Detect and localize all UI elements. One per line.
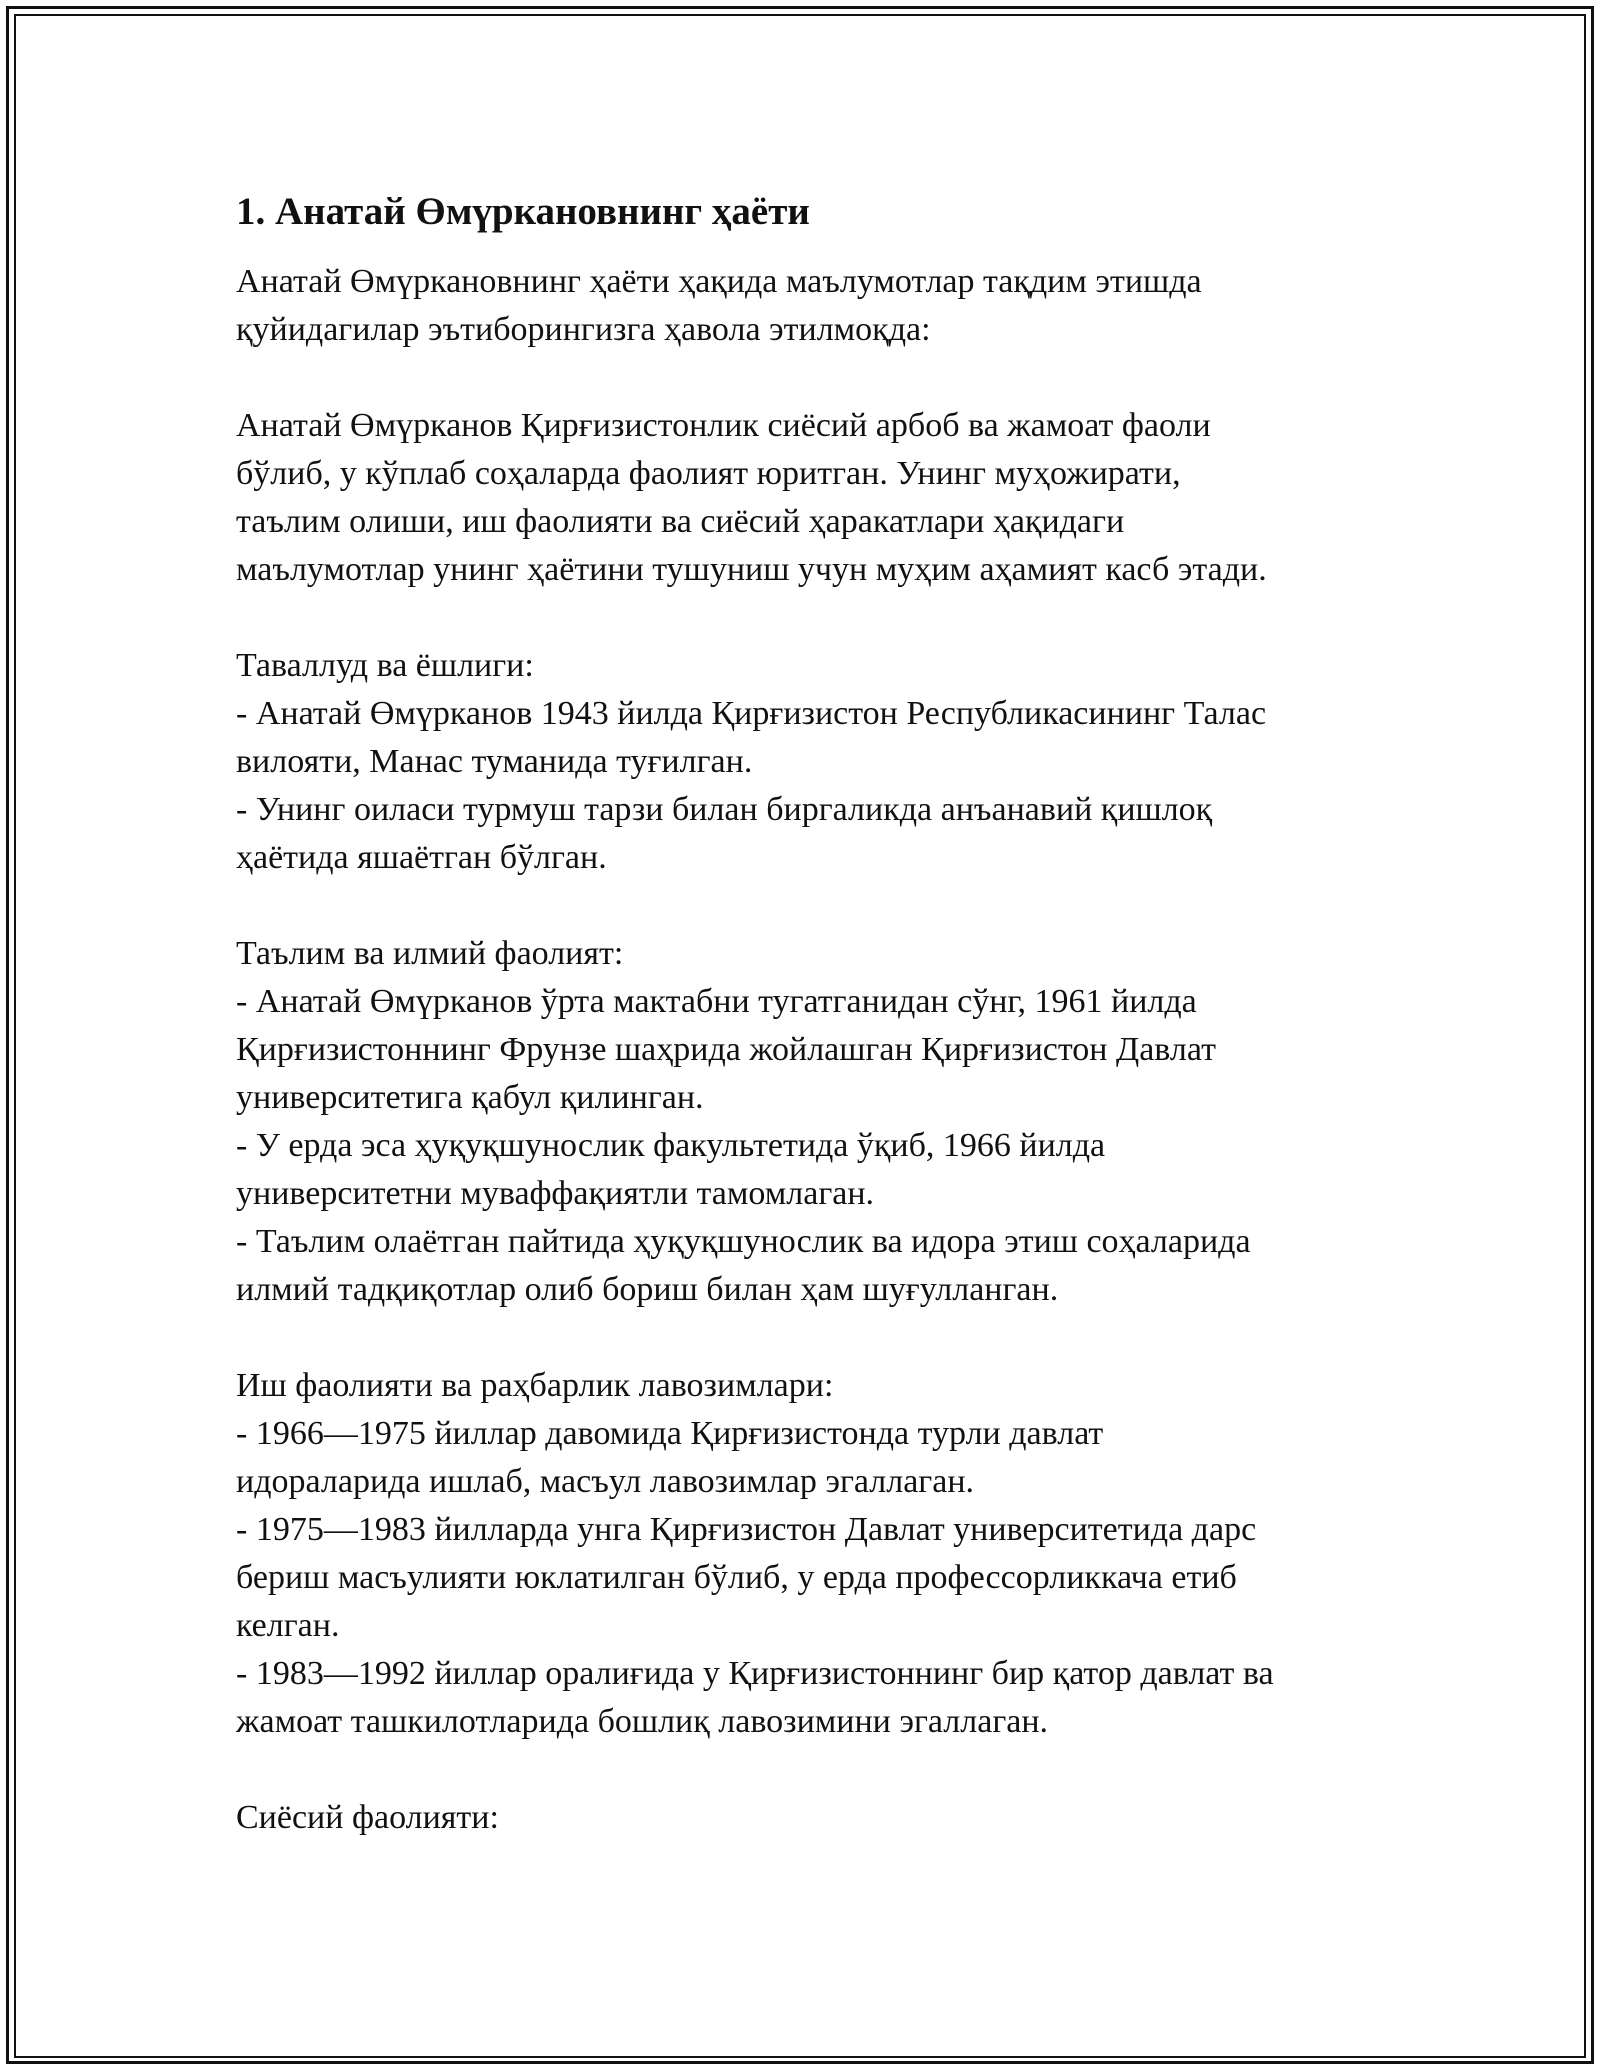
- section-heading: Таваллуд ва ёшлиги:: [236, 647, 534, 684]
- list-item: илмий тадқиқотлар олиб бориш билан ҳам шуғулланган.: [236, 1271, 1059, 1308]
- text-line: Анатай Өмүрканов Қирғизистонлик сиёсий арбоб ва жамоат фаоли: [236, 407, 1211, 444]
- list-item: - 1983—1992 йиллар оралиғида у Қирғизистоннинг бир қатор давлат ва: [236, 1655, 1274, 1692]
- document-body: [236, 186, 1376, 1842]
- section-heading: Иш фаолияти ва раҳбарлик лавозимлари:: [236, 1367, 834, 1404]
- list-item: жамоат ташкилотларида бошлиқ лавозимини эгаллаган.: [236, 1703, 1049, 1740]
- section-birth: [236, 642, 1376, 882]
- document-title: 1. Анатай Өмүркановнинг ҳаёти: [236, 190, 810, 233]
- text-line: Анатай Өмүркановнинг ҳаёти ҳақида маълумотлар тақдим этишда: [236, 263, 1202, 300]
- text-line: таълим олиши, иш фаолияти ва сиёсий ҳаракатлари ҳақидаги: [236, 503, 1125, 540]
- list-item: Қирғизистоннинг Фрунзе шаҳрида жойлашган Қирғизистон Давлат: [236, 1031, 1216, 1068]
- text-line: бўлиб, у кўплаб соҳаларда фаолият юритган. Унинг муҳожирати,: [236, 455, 1181, 492]
- list-item: бериш масъулияти юклатилган бўлиб, у ерда профессорликкача етиб: [236, 1559, 1237, 1596]
- list-item: - 1966—1975 йиллар давомида Қирғизистонда турли давлат: [236, 1415, 1104, 1452]
- section-heading: Сиёсий фаолияти:: [236, 1799, 499, 1836]
- list-item: - Унинг оиласи турмуш тарзи билан биргаликда анъанавий қишлоқ: [236, 791, 1213, 828]
- list-item: - Анатай Өмүрканов 1943 йилда Қирғизистон Республикасининг Талас: [236, 695, 1267, 732]
- section-politics: [236, 1794, 1376, 1842]
- list-item: ҳаётида яшаётган бўлган.: [236, 839, 607, 876]
- section-education: [236, 930, 1376, 1314]
- list-item: - У ерда эса ҳуқуқшунослик факультетида ўқиб, 1966 йилда: [236, 1127, 1106, 1164]
- list-item: университетни муваффақиятли тамомлаган.: [236, 1175, 875, 1212]
- intro-paragraph: [236, 258, 1376, 354]
- list-item: - Таълим олаётган пайтида ҳуқуқшунослик ва идора этиш соҳаларида: [236, 1223, 1251, 1260]
- list-item: - 1975—1983 йилларда унга Қирғизистон Давлат университетида дарс: [236, 1511, 1257, 1548]
- summary-paragraph: [236, 402, 1376, 594]
- list-item: вилояти, Манас туманида туғилган.: [236, 743, 753, 780]
- section-career: [236, 1362, 1376, 1746]
- list-item: идораларида ишлаб, масъул лавозимлар эгаллаган.: [236, 1463, 975, 1500]
- text-line: маълумотлар унинг ҳаётини тушуниш учун муҳим аҳамият касб этади.: [236, 551, 1267, 588]
- list-item: - Анатай Өмүрканов ўрта мактабни тугатганидан сўнг, 1961 йилда: [236, 983, 1197, 1020]
- list-item: университетига қабул қилинган.: [236, 1079, 704, 1116]
- text-line: қуйидагилар эътиборингизга ҳавола этилмоқда:: [236, 311, 931, 348]
- section-heading: Таълим ва илмий фаолият:: [236, 935, 624, 972]
- list-item: келган.: [236, 1607, 340, 1644]
